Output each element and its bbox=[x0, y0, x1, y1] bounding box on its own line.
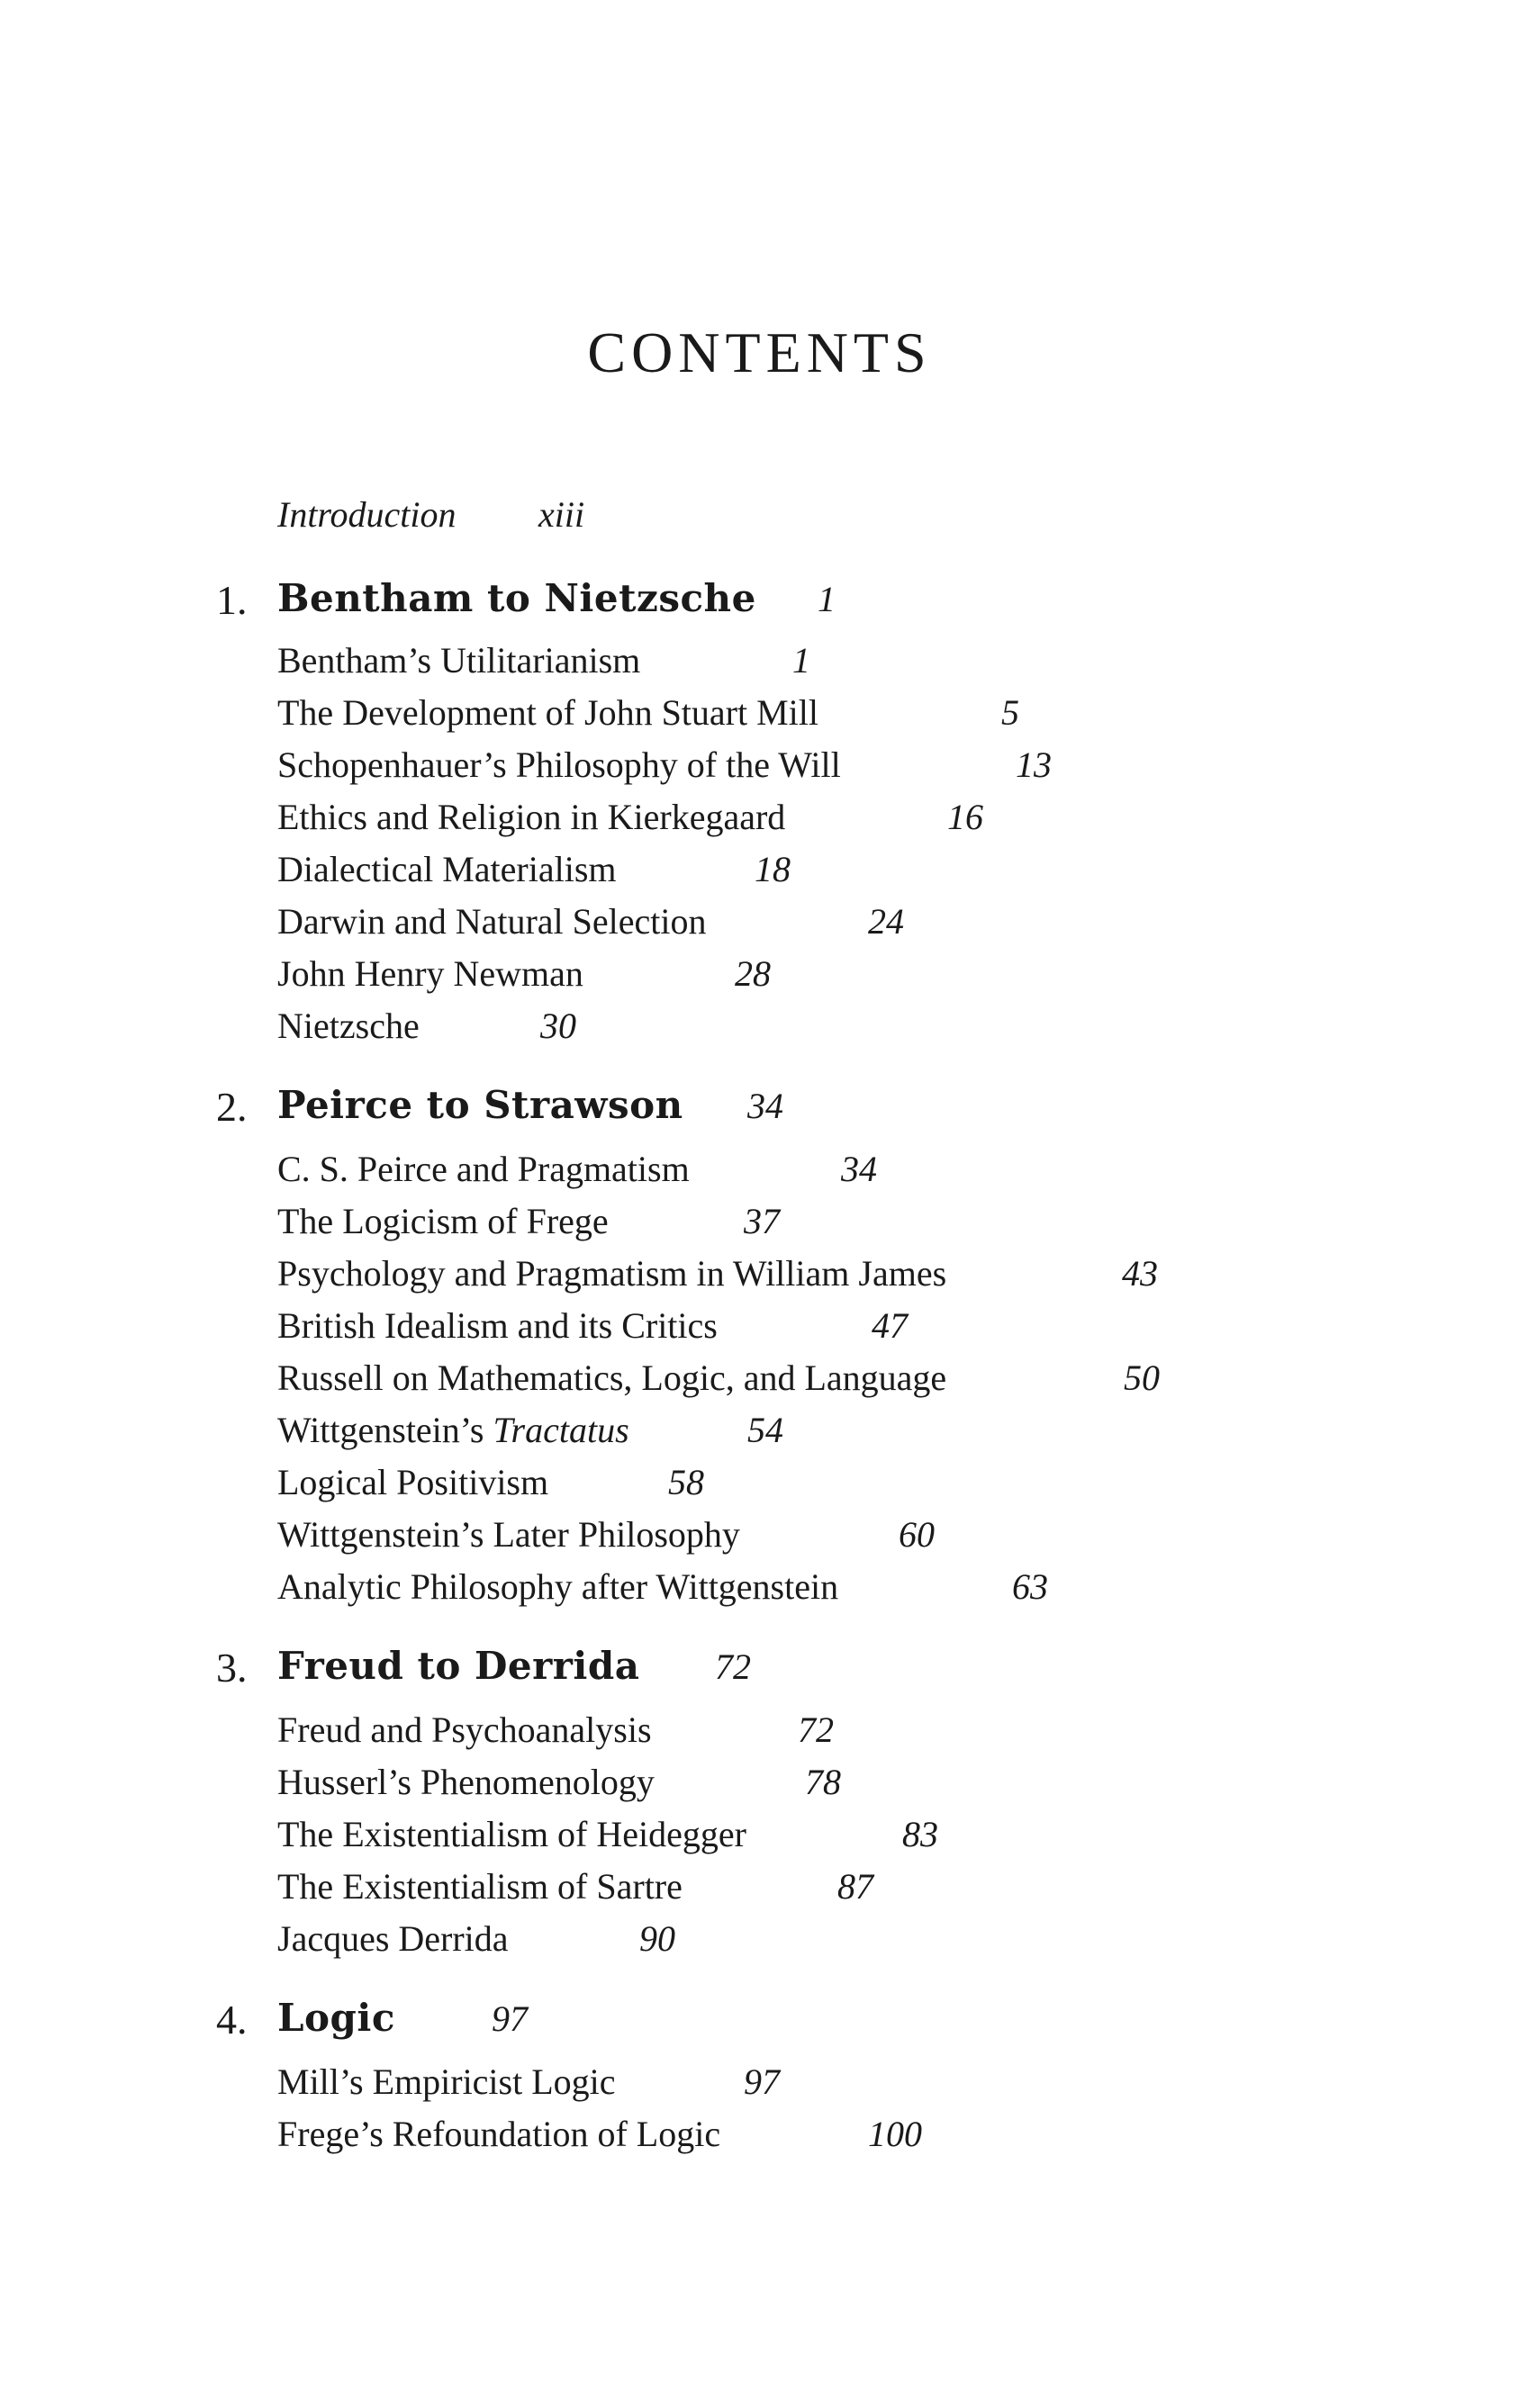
entry-page: 97 bbox=[744, 2061, 780, 2102]
entry-page: 1 bbox=[792, 640, 810, 681]
entry-title: C. S. Peirce and Pragmatism bbox=[277, 1149, 690, 1189]
entry-title: The Logicism of Frege bbox=[277, 1201, 609, 1241]
entry-title: Husserl’s Phenomenology bbox=[277, 1762, 655, 1802]
chapter-title: Peirce to Strawson bbox=[277, 1083, 683, 1127]
chapter-title: Freud to Derrida bbox=[277, 1644, 640, 1688]
entry-title: Schopenhauer’s Philosophy of the Will bbox=[277, 744, 841, 785]
entry-title: John Henry Newman bbox=[277, 953, 583, 994]
entry-page: 78 bbox=[805, 1762, 841, 1802]
toc-entry[interactable] bbox=[277, 848, 791, 890]
entry-title: Russell on Mathematics, Logic, and Language bbox=[277, 1357, 947, 1398]
entry-title: British Idealism and its Critics bbox=[277, 1305, 718, 1346]
entry-page: 30 bbox=[540, 1006, 576, 1046]
toc-entry[interactable] bbox=[277, 2061, 780, 2103]
toc-entry[interactable] bbox=[277, 1409, 783, 1451]
toc-entry[interactable] bbox=[277, 1005, 576, 1047]
entry-page: 72 bbox=[798, 1709, 834, 1750]
page-title: CONTENTS bbox=[587, 320, 932, 384]
chapter-number: 1. bbox=[216, 577, 248, 623]
entry-title: Bentham’s Utilitarianism bbox=[277, 640, 641, 681]
entry-page: 47 bbox=[872, 1305, 908, 1346]
entry-title: Darwin and Natural Selection bbox=[277, 901, 707, 942]
toc-entry[interactable] bbox=[277, 1565, 1048, 1608]
entry-title: The Existentialism of Heidegger bbox=[277, 1814, 746, 1854]
entry-page: 100 bbox=[868, 2114, 922, 2154]
toc-entry[interactable] bbox=[277, 900, 904, 942]
toc-entry[interactable] bbox=[277, 1813, 938, 1855]
chapter-page: 34 bbox=[747, 1086, 783, 1126]
entry-title: Mill’s Empiricist Logic bbox=[277, 2061, 616, 2102]
entry-page: 87 bbox=[837, 1866, 873, 1907]
toc-entry[interactable] bbox=[277, 796, 983, 838]
entry-page: 37 bbox=[744, 1201, 780, 1241]
entry-page: 60 bbox=[899, 1514, 935, 1555]
toc-entry[interactable] bbox=[277, 1709, 834, 1751]
toc-entry[interactable] bbox=[277, 1513, 935, 1556]
toc-entry[interactable] bbox=[277, 1917, 675, 1960]
toc-entry[interactable] bbox=[277, 744, 1052, 786]
entry-page: 24 bbox=[868, 901, 904, 942]
entry-page: 5 bbox=[1001, 692, 1019, 733]
entry-title: The Existentialism of Sartre bbox=[277, 1866, 683, 1907]
entry-page: 83 bbox=[902, 1814, 938, 1854]
entry-page: 13 bbox=[1016, 744, 1052, 785]
toc-entry[interactable] bbox=[277, 1200, 780, 1242]
toc-entry[interactable] bbox=[277, 1461, 704, 1503]
introduction-page: xiii bbox=[538, 494, 585, 535]
chapter-number: 3. bbox=[216, 1645, 248, 1691]
toc-introduction[interactable] bbox=[277, 493, 585, 536]
entry-page: 90 bbox=[639, 1918, 675, 1959]
chapter-number: 2. bbox=[216, 1084, 248, 1130]
toc-entry[interactable] bbox=[277, 1304, 908, 1347]
entry-title: The Development of John Stuart Mill bbox=[277, 692, 819, 733]
entry-page: 18 bbox=[755, 849, 791, 889]
entry-title: Freud and Psychoanalysis bbox=[277, 1709, 652, 1750]
entry-title: Ethics and Religion in Kierkegaard bbox=[277, 797, 786, 837]
chapter-number: 4. bbox=[216, 1997, 248, 2043]
chapter-page: 1 bbox=[818, 579, 836, 619]
entry-page: 16 bbox=[947, 797, 983, 837]
toc-entry[interactable] bbox=[277, 1865, 873, 1907]
entry-page: 28 bbox=[735, 953, 771, 994]
toc-entry[interactable] bbox=[277, 1357, 1160, 1399]
entry-title: Wittgenstein’s Later Philosophy bbox=[277, 1514, 740, 1555]
entry-title: Frege’s Refoundation of Logic bbox=[277, 2114, 721, 2154]
entry-title: Wittgenstein’s bbox=[277, 1410, 493, 1450]
entry-page: 58 bbox=[668, 1462, 704, 1502]
chapter-page: 72 bbox=[715, 1646, 751, 1687]
toc-entry[interactable] bbox=[277, 1148, 877, 1190]
chapter-title: Logic bbox=[277, 1996, 395, 2040]
introduction-label: Introduction bbox=[277, 494, 457, 535]
entry-title-italic: Tractatus bbox=[493, 1410, 629, 1450]
toc-entry[interactable] bbox=[277, 2113, 922, 2155]
entry-page: 43 bbox=[1122, 1253, 1158, 1294]
toc-entry[interactable] bbox=[277, 691, 1019, 734]
entry-title: Jacques Derrida bbox=[277, 1918, 509, 1959]
entry-page: 63 bbox=[1012, 1566, 1048, 1607]
chapter-page: 97 bbox=[492, 1998, 528, 2039]
chapter-title: Bentham to Nietzsche bbox=[277, 576, 756, 620]
entry-title: Analytic Philosophy after Wittgenstein bbox=[277, 1566, 839, 1607]
entry-page: 34 bbox=[841, 1149, 877, 1189]
toc-entry[interactable] bbox=[277, 1252, 1158, 1294]
entry-title: Nietzsche bbox=[277, 1006, 420, 1046]
entry-title: Logical Positivism bbox=[277, 1462, 549, 1502]
entry-page: 54 bbox=[747, 1410, 783, 1450]
toc-entry[interactable] bbox=[277, 639, 810, 681]
entry-title: Dialectical Materialism bbox=[277, 849, 617, 889]
entry-title: Psychology and Pragmatism in William James bbox=[277, 1253, 947, 1294]
toc-entry[interactable] bbox=[277, 952, 771, 995]
toc-entry[interactable] bbox=[277, 1761, 841, 1803]
entry-page: 50 bbox=[1124, 1357, 1160, 1398]
